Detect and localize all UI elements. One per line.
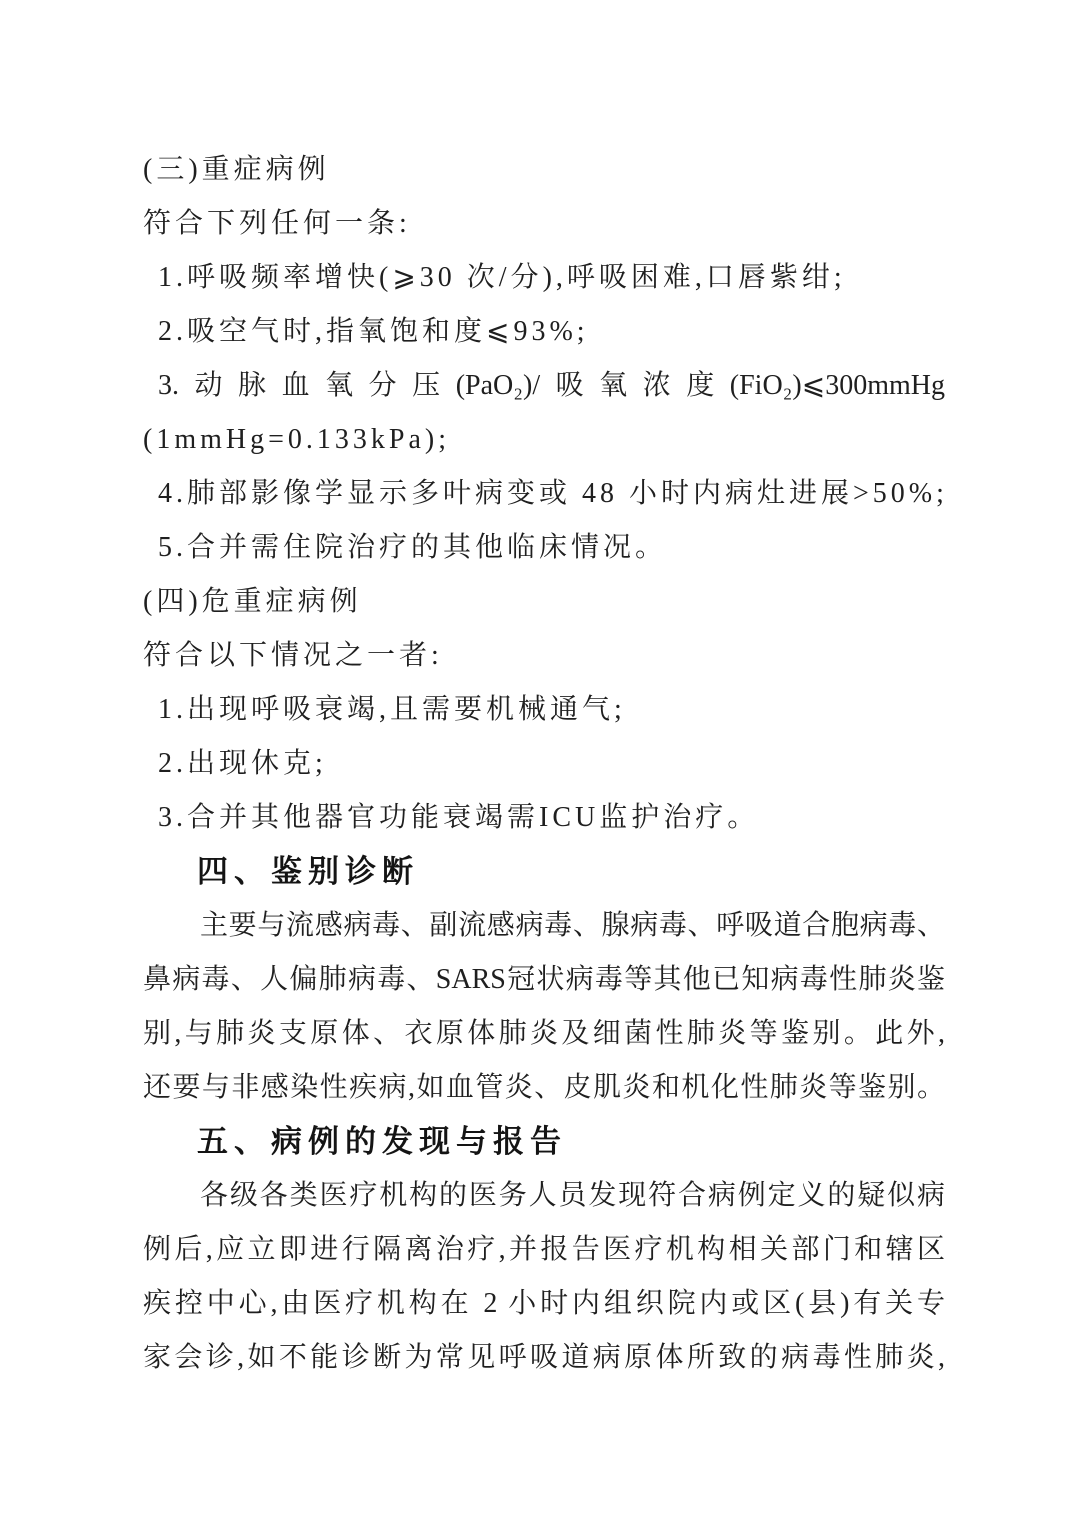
subheading-severe-cases: (三)重症病例: [143, 154, 330, 185]
section-heading-differential-diagnosis: 四、鉴别诊断: [197, 854, 419, 889]
paragraph-line-diagnosis-1: 主要与流感病毒、副流感病毒、腺病毒、呼吸道合胞病毒、: [200, 910, 945, 941]
body-line-criteria-intro: 符合下列任何一条:: [143, 208, 411, 239]
list-item-imaging-progression: 4.肺部影像学显示多叶病变或 48 小时内病灶进展>50%;: [158, 478, 948, 509]
document-text-block: [143, 143, 948, 1385]
section-heading-case-reporting: 五、病例的发现与报告: [197, 1124, 567, 1159]
list-item-pao2-fio2: 3.动脉血氧分压(PaO₂)/吸氧浓度(FiO₂)⩽300mmHg: [158, 370, 945, 401]
continuation-line-kpa: (1mmHg=0.133kPa);: [143, 424, 450, 455]
list-item-shock: 2.出现休克;: [158, 748, 327, 779]
paragraph-line-reporting-2: 例后,应立即进行隔离治疗,并报告医疗机构相关部门和辖区: [143, 1234, 945, 1265]
paragraph-line-diagnosis-2: 鼻病毒、人偏肺病毒、SARS冠状病毒等其他已知病毒性肺炎鉴: [143, 964, 945, 995]
list-item-respiratory-failure: 1.出现呼吸衰竭,且需要机械通气;: [158, 694, 626, 725]
list-item-respiratory-rate: 1.呼吸频率增快(⩾30 次/分),呼吸困难,口唇紫绀;: [158, 262, 846, 293]
paragraph-line-reporting-4: 家会诊,如不能诊断为常见呼吸道病原体所致的病毒性肺炎,: [143, 1342, 945, 1373]
body-line-critical-intro: 符合以下情况之一者:: [143, 640, 443, 671]
list-item-oxygen-saturation: 2.吸空气时,指氧饱和度⩽93%;: [158, 316, 589, 347]
subheading-critical-cases: (四)危重症病例: [143, 586, 362, 617]
paragraph-line-diagnosis-4: 还要与非感染性疾病,如血管炎、皮肌炎和机化性肺炎等鉴别。: [143, 1072, 945, 1103]
list-item-icu-care: 3.合并其他器官功能衰竭需ICU监护治疗。: [158, 802, 760, 833]
paragraph-line-diagnosis-3: 别,与肺炎支原体、衣原体肺炎及细菌性肺炎等鉴别。此外,: [143, 1018, 945, 1049]
list-item-other-clinical: 5.合并需住院治疗的其他临床情况。: [158, 532, 668, 563]
paragraph-line-reporting-3: 疾控中心,由医疗机构在 2 小时内组织院内或区(县)有关专: [143, 1288, 945, 1319]
paragraph-line-reporting-1: 各级各类医疗机构的医务人员发现符合病例定义的疑似病: [200, 1180, 945, 1211]
